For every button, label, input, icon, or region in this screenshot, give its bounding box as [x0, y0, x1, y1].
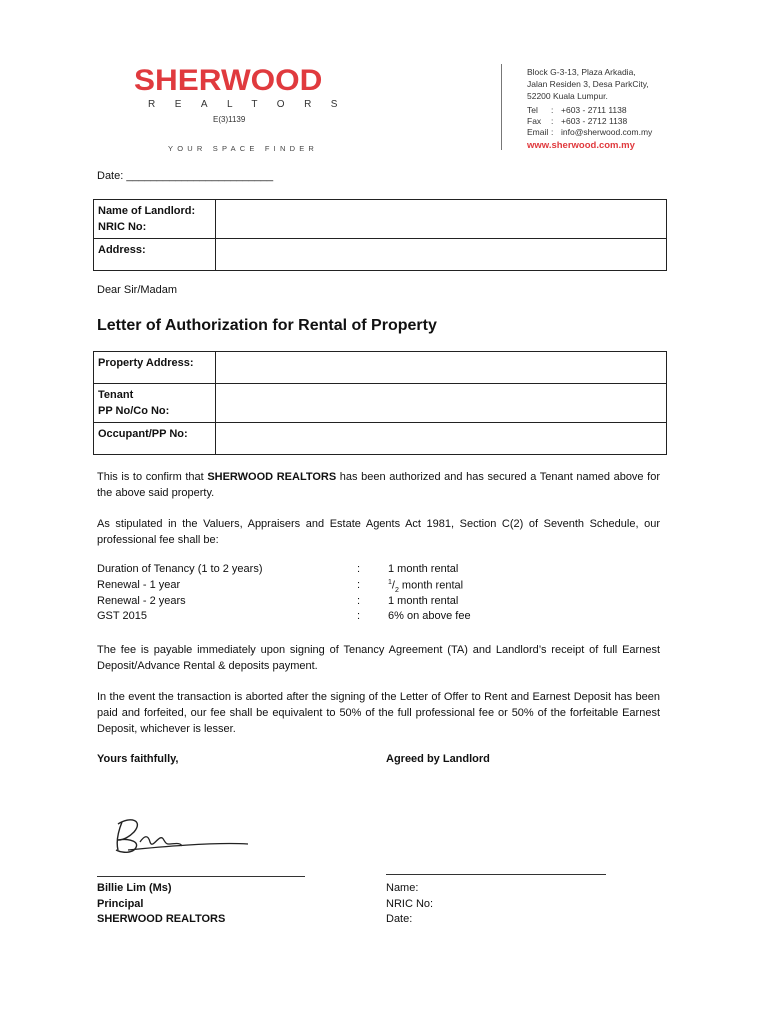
landlord-name-field[interactable]: Name:	[386, 882, 419, 894]
fax-colon: :	[551, 116, 554, 126]
fraction-denominator: 2	[394, 586, 399, 594]
fraction-numerator: 1	[388, 579, 392, 586]
landlord-nric-field[interactable]: NRIC No:	[386, 898, 434, 910]
landlord-date-field[interactable]: Date:	[386, 913, 413, 925]
landlord-name-value[interactable]	[216, 200, 667, 239]
occupant-value[interactable]	[216, 423, 667, 455]
agreed-by-landlord: Agreed by Landlord	[386, 753, 490, 765]
occupant-label: Occupant/PP No:	[94, 423, 216, 455]
fee-item: GST 2015	[97, 610, 147, 622]
landlord-address-value[interactable]	[216, 239, 667, 271]
payment-paragraph: The fee is payable immediately upon signing of Tenancy Agreement (TA) and Landlord’s receipt of full Earnest Deposit/Advance Rental & deposits payment.	[97, 644, 660, 672]
landlord-nric-label: NRIC No:	[98, 221, 147, 233]
email-value: info@sherwood.com.my	[561, 127, 653, 137]
landlord-table	[93, 199, 667, 271]
tenant-pp-label: PP No/Co No:	[98, 405, 170, 417]
fee-value: 6% on above fee	[388, 610, 471, 622]
salutation: Dear Sir/Madam	[97, 284, 178, 296]
signatory-position: Principal	[97, 898, 144, 910]
fee-value: 1 month rental	[388, 563, 459, 575]
para1-text-c: has been authorized and has secured a Tenant named above for the above said property.	[97, 471, 660, 499]
tel-colon: :	[551, 105, 554, 115]
signature-line	[97, 876, 305, 877]
confirmation-paragraph	[97, 469, 660, 501]
tenant-value[interactable]	[216, 384, 667, 423]
fax-value: +603 - 2712 1138	[561, 116, 628, 126]
para1-company: SHERWOOD REALTORS	[207, 471, 337, 483]
tenant-label: Tenant	[98, 389, 134, 401]
email-label: Email	[527, 127, 549, 137]
fee-value: $^1/_2$ month rental	[388, 579, 464, 594]
email-line	[527, 127, 652, 137]
fee-value-rest: month rental	[398, 579, 464, 592]
landlord-address-label: Address:	[94, 239, 216, 271]
fee-item: Renewal - 2 years	[97, 595, 186, 607]
registration-number: E(3)1139	[213, 115, 246, 124]
para1-text-a: This is to confirm that	[97, 471, 208, 483]
header-divider	[501, 64, 502, 150]
tel-label: Tel	[527, 105, 538, 115]
fee-colon: :	[357, 595, 361, 607]
property-table	[93, 351, 667, 455]
fee-item: Renewal - 1 year	[97, 579, 181, 591]
logo-subtitle: REALTORS	[148, 99, 357, 110]
fee-value: 1 month rental	[388, 595, 459, 607]
fee-colon: :	[357, 579, 361, 591]
tagline: YOUR SPACE FINDER	[168, 144, 319, 153]
fee-item: Duration of Tenancy (1 to 2 years)	[97, 563, 263, 575]
fee-intro-paragraph: As stipulated in the Valuers, Appraisers and Estate Agents Act 1981, Section C(2) of Seventh Schedule, our professional fee shall be:	[97, 518, 660, 546]
closing: Yours faithfully,	[97, 753, 179, 765]
signatory-company: SHERWOOD REALTORS	[97, 913, 226, 925]
landlord-name-cell	[94, 200, 216, 239]
address-line-1: Block G-3-13, Plaza Arkadia,	[527, 67, 636, 77]
letter-title: Letter of Authorization for Rental of Property	[97, 317, 437, 334]
fee-colon: :	[357, 610, 361, 622]
date-field[interactable]: Date: ________________________	[97, 170, 274, 182]
fax-label: Fax	[527, 116, 542, 126]
tel-value: +603 - 2711 1138	[561, 105, 627, 115]
fax-line	[527, 116, 627, 126]
tenant-cell	[94, 384, 216, 423]
landlord-name-label: Name of Landlord:	[98, 205, 196, 217]
fee-colon: :	[357, 563, 361, 575]
landlord-signature-line[interactable]	[386, 874, 606, 875]
address-line-3: 52200 Kuala Lumpur.	[527, 91, 608, 101]
signatory-name: Billie Lim (Ms)	[97, 882, 172, 894]
signature-image	[108, 812, 258, 860]
email-colon: :	[551, 127, 554, 137]
abort-paragraph: In the event the transaction is aborted after the signing of the Letter of Offer to Rent and Earnest Deposit has been paid and forfeited, our fee shall be equivalent to 50% of the full professional fee or 50% of the forfeitable Earnest Deposit, whichever is lesser.	[97, 691, 660, 735]
website-link[interactable]: www.sherwood.com.my	[527, 140, 635, 151]
company-logo: SHERWOOD	[134, 64, 323, 97]
address-line-2: Jalan Residen 3, Desa ParkCity,	[527, 79, 649, 89]
property-address-value[interactable]	[216, 352, 667, 384]
property-address-label: Property Address:	[94, 352, 216, 384]
tel-line	[527, 105, 627, 115]
